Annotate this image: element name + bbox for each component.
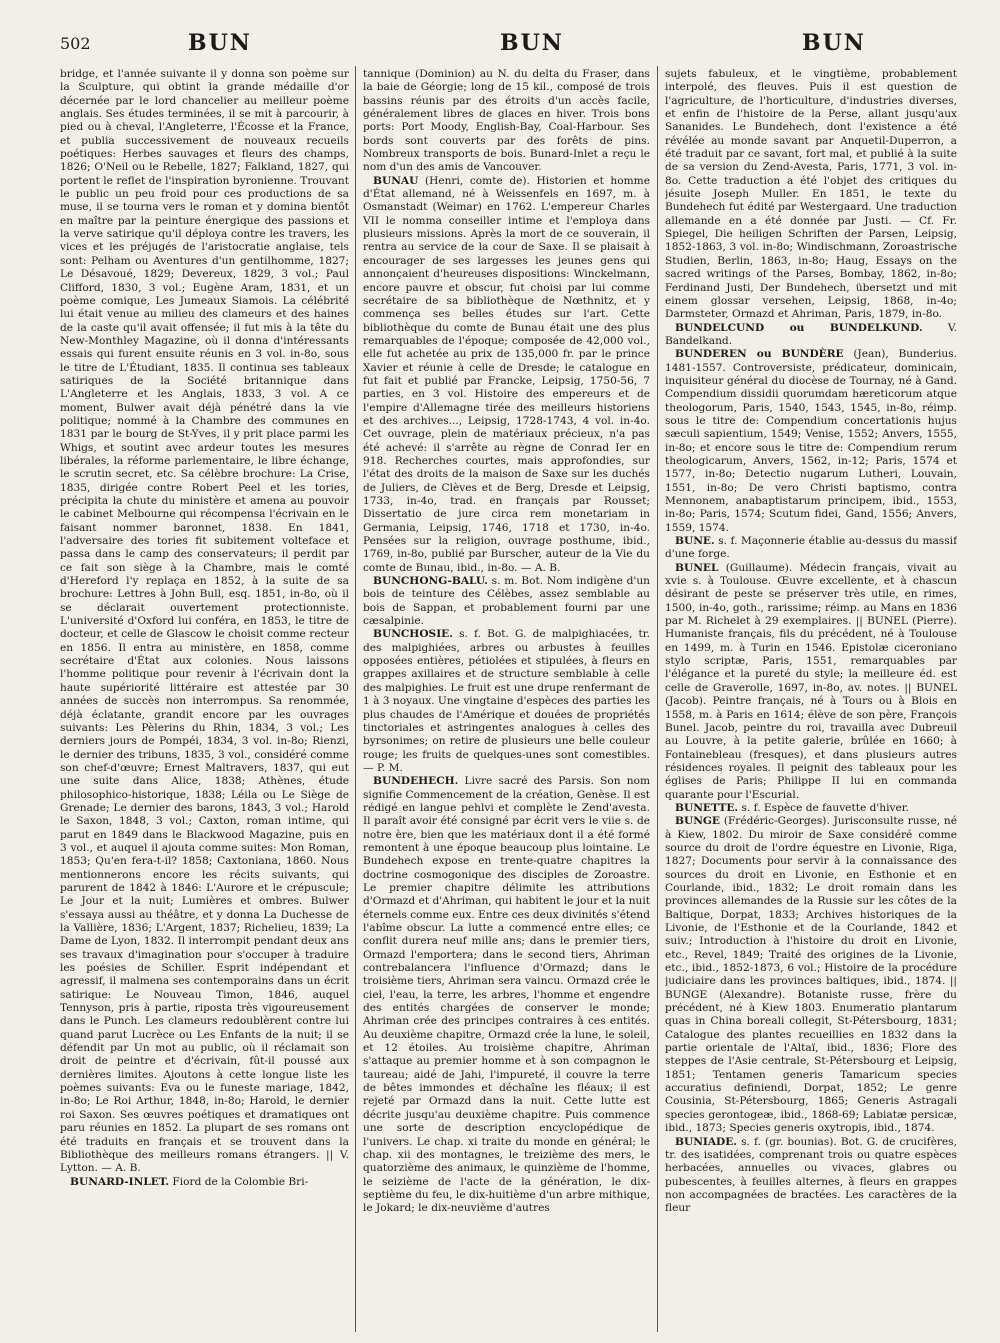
entry-headword: BUNDEHECH. bbox=[373, 775, 459, 788]
dictionary-entry bbox=[363, 775, 650, 1215]
entry-headword: BUNCHONG-BALU. bbox=[373, 575, 488, 588]
entry-text: s. m. Bot. Nom indigène d'un bois de teinture des Célèbes, assez semblable au bois de Sappan, et probablement fourni par une cæsalpinie. bbox=[363, 575, 650, 628]
running-head-center: BUN bbox=[500, 30, 564, 56]
column-divider bbox=[355, 66, 356, 1332]
page-header bbox=[60, 28, 980, 58]
entry-headword: BUNGE bbox=[675, 815, 720, 828]
entry-text: s. f. Bot. G. de malpighiacées, tr. des malpighiées, arbres ou arbustes à feuilles opposées entières, pétiolées et stipulées, à fleurs en grappes axillaires et de structure semblable à celle des malpighies. Le fruit est une drupe renfermant de 1 à 3 noyaux. Une vingtaine d'espèces des parties les plus chaudes de l'Amérique et douées de propriétés tinctoriales et astringentes analogues à celles des byrsonimes; on retire de plusieurs une belle couleur rouge; les fruits de quelques-unes sont comestibles. — P. M. bbox=[363, 628, 650, 774]
entry-headword: BUNAU bbox=[373, 174, 419, 187]
entry-headword: BUNIADE. bbox=[675, 1135, 738, 1148]
entry-text: s. f. (gr. bounias). Bot. G. de crucifères, tr. des isatidées, comprenant trois ou quatre espèces herbacées, annuelles ou vivaces, glabres ou pubescentes, à feuilles alternes, à fleurs en grappes non accompagnées de bractées. Les caractères de la fleur bbox=[665, 1135, 957, 1215]
dictionary-entry bbox=[363, 628, 650, 775]
entry-text: s. f. Espèce de fauvette d'hiver. bbox=[741, 801, 910, 814]
entry-headword: BUNCHOSIE. bbox=[373, 628, 453, 641]
entry-text: Livre sacré des Parsis. Son nom signifie Commencement de la création, Genèse. Il est rédigé en langue pehlvi et complète le Zend'avesta. Il paraît avoir été consigné par écrit vers le viie s. de notre ère, bien que les matériaux dont il a été formé remontent à une époque beaucoup plus lointaine. Le Bundehech expose en trente-quatre chapitres la doctrine cosmogonique des disciples de Zoroastre. Le premier chapitre délimite les attributions d'Ormazd et d'Ahriman, qui habitent le jour et la nuit éternels comme eux. Entre ces deux divinités s'étend l'abîme obscur. La lutte a commencé entre elles; ce conflit durera neuf mille ans; dans le premier tiers, Ormazd l'emportera; dans le second tiers, Ahriman contrebalancera l'influence d'Ormazd; dans le troisième tiers, Ahriman sera vaincu. Ormazd crée le ciel, l'eau, la terre, les arbres, l'homme et engendre des entités chargées de conserver le monde; Ahriman crée des principes contraires à ces entités. Au deuxième chapitre, Ormazd crée la lune, le soleil, et 12 étoiles. Au troisième chapitre, Ahriman s'attaque au premier homme et à son compagnon le taureau; aidé de Jahi, l'impureté, il couvre la terre de bêtes immondes et déchaîne les fléaux; il est rejeté par Ormazd dans la nuit. Cette lutte est décrite jusqu'au deuxième chapitre. Puis commence une sorte de description encyclopédique de l'univers. Le chap. xi traite du monde en général; le chap. xii des montagnes, le treizième des mers, le quatorzième des animaux, le quinzième de l'homme, le seizième de l'acte de la génération, le dix-septième du feu, le dix-huitième d'un arbre mithique, le Jokard; le dix-neuvième d'autres bbox=[363, 775, 650, 1215]
entry-text: (Guillaume). Médecin français, vivait au xvie s. à Toulouse. Œuvre excellente, et à chascun désirant de peste se préserver très utile, en rimes, 1500, in-4o, goth., rarissime; réimp. au Mans en 1836 par M. Richelet à 29 exemplaires. || BUNEL (Pierre). Humaniste français, fils du précédent, né à Toulouse en 1499, m. à Turin en 1546. Epistolæ ciceroniano stylo scriptæ, Paris, 1551, remarquables par l'élégance et la pureté du style; la meilleure éd. est celle de Graverolle, 1697, in-8o, av. notes. || BUNEL (Jacob). Peintre français, né à Tours ou à Blois en 1558, m. à Paris en 1614; élève de son père, François Bunel. Jacob, peintre du roi, travailla avec Dubreuil au Louvre, à la petite galerie, brûlée en 1660; à Fontainebleau (fresques), et dans plusieurs autres résidences royales. Il peignit des tableaux pour les églises de Paris; Philippe II lui en commanda quarante pour l'Escurial. bbox=[665, 561, 957, 801]
entry-headword: BUNDELCUND ou BUNDELKUND. bbox=[675, 321, 923, 334]
dictionary-entry bbox=[363, 175, 650, 575]
dictionary-entry bbox=[665, 562, 957, 802]
dictionary-entry bbox=[665, 802, 957, 815]
entry-text: (Jean), Bunderius. 1481-1557. Controversiste, prédicateur, dominicain, inquisiteur général du diocèse de Tournay, né à Gand. Compendium dissidii quorumdam hæreticorum atque theologorum, Paris, 1540, 1543, 1545, in-8o, réimp. sous le titre de: Compendium concertationis hujus sæculi sapientium, 1549; Venise, 1552; Anvers, 1555, in-8o; et encore sous le titre de: Compendium rerum theologicarum, Anvers, 1562, in-12; Paris, 1574 et 1577, in-8o; Detectio nugarum Lutheri, Louvain, 1551, in-8o; De vero Christi baptismo, contra Mennonem, anabaptistarum principem, ibid., 1553, in-8o; Paris, 1574; Scutum fidei, Gand, 1556; Anvers, 1559, 1574. bbox=[665, 348, 957, 534]
dictionary-entry bbox=[665, 322, 957, 349]
entry-text: s. f. Maçonnerie établie au-dessus du massif d'une forge. bbox=[665, 535, 957, 561]
entry-text: V. Bandelkand. bbox=[665, 321, 957, 347]
entry-continuation: tannique (Dominion) au N. du delta du Fraser, dans la baie de Géorgie; long de 15 kil., composé de trois bassins réunis par des étroits d'un accès facile, généralement libres de glaces en hiver. Trois bons ports: Port Moody, English-Bay, Coal-Harbour. Ses bords sont couverts par des forêts de pins. Nombreux transports de bois. Bunard-Inlet a reçu le nom d'un des amis de Vancouver. bbox=[363, 68, 650, 174]
dictionary-entry bbox=[665, 535, 957, 562]
entry-headword: BUNARD-INLET. bbox=[70, 1175, 170, 1188]
running-head-left: BUN bbox=[188, 30, 252, 56]
entry-headword: BUNDEREN ou BUNDÈRE bbox=[675, 348, 844, 361]
dictionary-entry bbox=[665, 815, 957, 1135]
entry-text: Fiord de la Colombie Bri- bbox=[172, 1175, 309, 1188]
entry-continuation: bridge, et l'année suivante il y donna son poème sur la Sculpture, qui obtint la grande médaille d'or décernée par le lord chancelier au meilleur poème anglais. Ses études terminées, il se mit à parcourir, à pied ou à cheval, l'Angleterre, l'Écosse et la France, et publia successivement de nouveaux recueils poétiques: Herbes sauvages et fleurs des champs, 1826; O'Neil ou le Rebelle, 1827; Falkland, 1827, qui portent le reflet de l'inspiration byronienne. Trouvant le public un peu froid pour ces productions de sa muse, il se tourna vers le roman et y domina bientôt en maître par la peinture énergique des passions et la verve satirique qu'il déploya contre les travers, les vices et les préjugés de l'aristocratie anglaise, tels sont: Pelham ou Aventures d'un gentilhomme, 1827; Le Désavoué, 1829; Devereux, 1829, 3 vol.; Paul Clifford, 1830, 3 vol.; Eugène Aram, 1831, et un poème comique, Les Jumeaux Siamois. La célébrité lui était venue au milieu des clameurs et des haines de la caste qu'il avait offensée; il fut mis à la tête du New-Monthley Magazine, où il donna d'intéressants essais qui furent ensuite réunis en 3 vol. in-8o, sous le titre de L'Étudiant, 1835. Il continua ses tableaux satiriques de la Société britannique dans L'Angleterre et les Anglais, 1833, 3 vol. A ce moment, Bulwer avait déjà pénétré dans la vie politique; nommé à la Chambre des communes en 1831 par le bourg de St-Yves, il y prit place parmi les Whigs, et soutint avec ardeur toutes les mesures libérales, la réforme parlementaire, le libre échange, le scrutin secret, etc. Sa célèbre brochure: La Crise, 1835, dirigée contre Robert Peel et les tories, précipita la chute du ministère et amena au pouvoir le cabinet Melbourne qui récompensa l'écrivain en le faisant nommer baronnet, 1838. En 1841, l'adversaire des tories fit subitement volteface et passa dans le camp des conservateurs; il perdit par ce fait son siège à la Chambre, mais le comté d'Hereford l'y replaça en 1852, à la suite de sa brochure: Lettres à John Bull, esq. 1851, in-8o, où il se déclarait ouvertement protectionniste. L'université d'Oxford lui conféra, en 1853, le titre de docteur, et celle de Glascow le choisit comme recteur en 1856. Il entra au ministère, en 1858, comme secrétaire d'État aux colonies. Nous laissons l'homme politique pour revenir à l'écrivain dont la haute supériorité littéraire est attestée par 30 années de succès non interrompus. Sa renommée, déjà éclatante, grandit encore par les ouvrages suivants: Les Pèlerins du Rhin, 1834, 3 vol.; Les derniers jours de Pompéi, 1834, 3 vol. in-8o; Rienzi, le dernier des tribuns, 1835, 3 vol., considéré comme son chef-d'œuvre; Ernest Maltravers, 1837, qui eut une suite dans Alice, 1838; Athènes, étude philosophico-historique, 1838; Léila ou Le Siège de Grenade; Le dernier des barons, 1843, 3 vol.; Harold le Saxon, 1848, 3 vol.; Caxton, roman intime, qui parut en 1849 dans le Blackwood Magazine, puis en 3 vol., et auquel il ajouta comme suites: Mon Roman, 1853; Qu'en fera-t-il? 1858; Caxtoniana, 1860. Nous mentionnerons encore les récits suivants, qui parurent de 1842 à 1846: L'Aurore et le crépuscule; Le Jour et la nuit; Lumières et ombres. Bulwer s'essaya aussi au théâtre, et y donna La Duchesse de la Vallière, 1836; L'Argent, 1837; Richelieu, 1839; La Dame de Lyon, 1832. Il interrompit pendant deux ans ses travaux d'imagination pour s'occuper à traduire les poésies de Schiller. Esprit indépendant et agressif, il malmena ses contemporains dans un écrit satirique: Le Nouveau Timon, 1846, auquel Tennyson, pris à partie, riposta très vigoureusement dans le Punch. Les clameurs redoublèrent contre lui quand parut Lucrèce ou Les Enfants de la nuit; il se défendit par Un mot au public, où il réclamait son droit de peintre et d'écrivain, fût-il poussé aux dernières limites. Ajoutons à cette longue liste les poèmes suivants: Eva ou le funeste mariage, 1842, in-8o; Le Roi Arthur, 1848, in-8o; Harold, le dernier roi Saxon. Ses œuvres poétiques et dramatiques ont paru réunies en 1852. La plupart de ses romans ont été traduits en français et se trouvent dans la Bibliothèque des meilleurs romans étrangers. || V. Lytton. — A. B. bbox=[60, 68, 349, 1175]
column-center bbox=[363, 68, 650, 1330]
entry-headword: BUNETTE. bbox=[675, 801, 739, 814]
entry-headword: BUNEL bbox=[675, 561, 719, 574]
column-right bbox=[665, 68, 957, 1330]
entry-continuation: sujets fabuleux, et le vingtième, probablement interpolé, des fleuves. Puis il est question de l'agriculture, de l'horticulture, d'industries diverses, et enfin de l'histoire de la Perse, allant jusqu'aux Sananides. Le Bundehech, dont l'existence a été révélée au monde savant par Anquetil-Duperron, a été traduit par ce savant, fort mal, et publié à la suite de sa version du Zend-Avesta, Paris, 1771, 3 vol. in-8o. Cette traduction a été l'objet des critiques du jésuite Joseph Muller. En 1851, le texte du Bundehech fut édité par Westergaard. Une traduction allemande en a été donnée par Justi. — Cf. Fr. Spiegel, Die heiligen Schriften der Parsen, Leipsig, 1852-1863, 3 vol. in-8o; Windischmann, Zoroastrische Studien, Berlin, 1863, in-8o; Haug, Essays on the sacred writings of the Parses, Bombay, 1862, in-8o; Ferdinand Justi, Der Bundehech, übersetzt und mit einem glossar versehen, Leipsig, 1868, in-4o; Darmsteter, Ormazd et Ahriman, Paris, 1879, in-8o. bbox=[665, 68, 957, 321]
dictionary-entry bbox=[60, 1176, 349, 1189]
page-number: 502 bbox=[60, 34, 91, 53]
dictionary-entry bbox=[363, 575, 650, 628]
column-divider bbox=[657, 66, 658, 1332]
dictionary-entry bbox=[665, 1136, 957, 1216]
dictionary-entry bbox=[665, 348, 957, 535]
entry-headword: BUNE. bbox=[675, 535, 715, 548]
column-left bbox=[60, 68, 349, 1330]
running-head-right: BUN bbox=[802, 30, 866, 56]
entry-text: (Henri, comte de). Historien et homme d'État allemand, né à Weissenfels en 1697, m. à Osmanstadt (Weimar) en 1762. L'empereur Charles VII le nomma conseiller intime et l'employa dans plusieurs missions. Après la mort de ce souverain, il rentra au service de la cour de Saxe. Il se plaisait à encourager de ses largesses les jeunes gens qui annonçaient d'heureuses dispositions: Winckelmann, encore pauvre et obscur, fut choisi par lui comme secrétaire de sa bibliothèque de Nœthnitz, et y commença ses belles études sur l'art. Cette bibliothèque du comte de Bunau était une des plus remarquables de l'époque; composée de 42,000 vol., elle fut achetée au prix de 135,000 fr. par le prince Xavier et réunie à celle de Dresde; le catalogue en fut fait et publié par Francke, Leipsig, 1750-56, 7 parties, en 3 vol. Histoire des empereurs et de l'empire d'Allemagne tirée des meilleurs historiens et des archives..., Leipsig, 1728-1743, 4 vol. in-4o. Cet ouvrage, plein de matériaux précieux, n'a pas été achevé: il s'arrête au règne de Conrad Ier en 918. Recherches courtes, mais approfondies, sur l'état des droits de la maison de Saxe sur les duchés de Juliers, de Clèves et de Berg, Dresde et Leipsig, 1733, in-4o, trad. en français par Rousset; Dissertatio de jure circa rem monetariam in Germania, Leipsig, 1746, 1718 et 1730, in-4o. Pensées sur la religion, ouvrage posthume, ibid., 1769, in-8o, publié par Burscher, auteur de la Vie du comte de Bunau, ibid., in-8o. — A. B. bbox=[363, 174, 650, 574]
entry-text: (Frédéric-Georges). Jurisconsulte russe, né à Kiew, 1802. Du miroir de Saxe considéré comme source du droit de l'ordre équestre en Livonie, Riga, 1827; Documents pour servir à la connaissance des sources du droit en Livonie, en Esthonie et en Courlande, ibid., 1832; Le droit romain dans les provinces allemandes de la Russie sur les côtes de la Baltique, Dorpat, 1833; Archives historiques de la Livonie, de l'Esthonie et de la Courlande, 1842 et suiv.; Introduction à l'histoire du droit en Livonie, etc., Revel, 1849; Traité des origines de la Livonie, etc., ibid., 1852-1873, 6 vol.; Histoire de la procédure judiciaire dans les provinces baltiques, ibid., 1874. || BUNGE (Alexandre). Botaniste russe, frère du précédent, né à Kiew 1803. Enumeratio plantarum quas in China boreali collegit, St-Pétersbourg, 1831; Catalogue des plantes recueillies en 1832 dans la partie orientale de l'Altaï, ibid., 1836; Flore des steppes de l'Asie centrale, St-Pétersbourg et Leipsig, 1851; Tentamen generis Tamaricum species accuratius definiendi, Dorpat, 1852; Le genre Cousinia, St-Pétersbourg, 1865; Generis Astragali species gerontogeæ, ibid., 1868-69; Labiatæ persicæ, ibid., 1873; Species generis oxytropis, ibid., 1874. bbox=[665, 815, 957, 1135]
